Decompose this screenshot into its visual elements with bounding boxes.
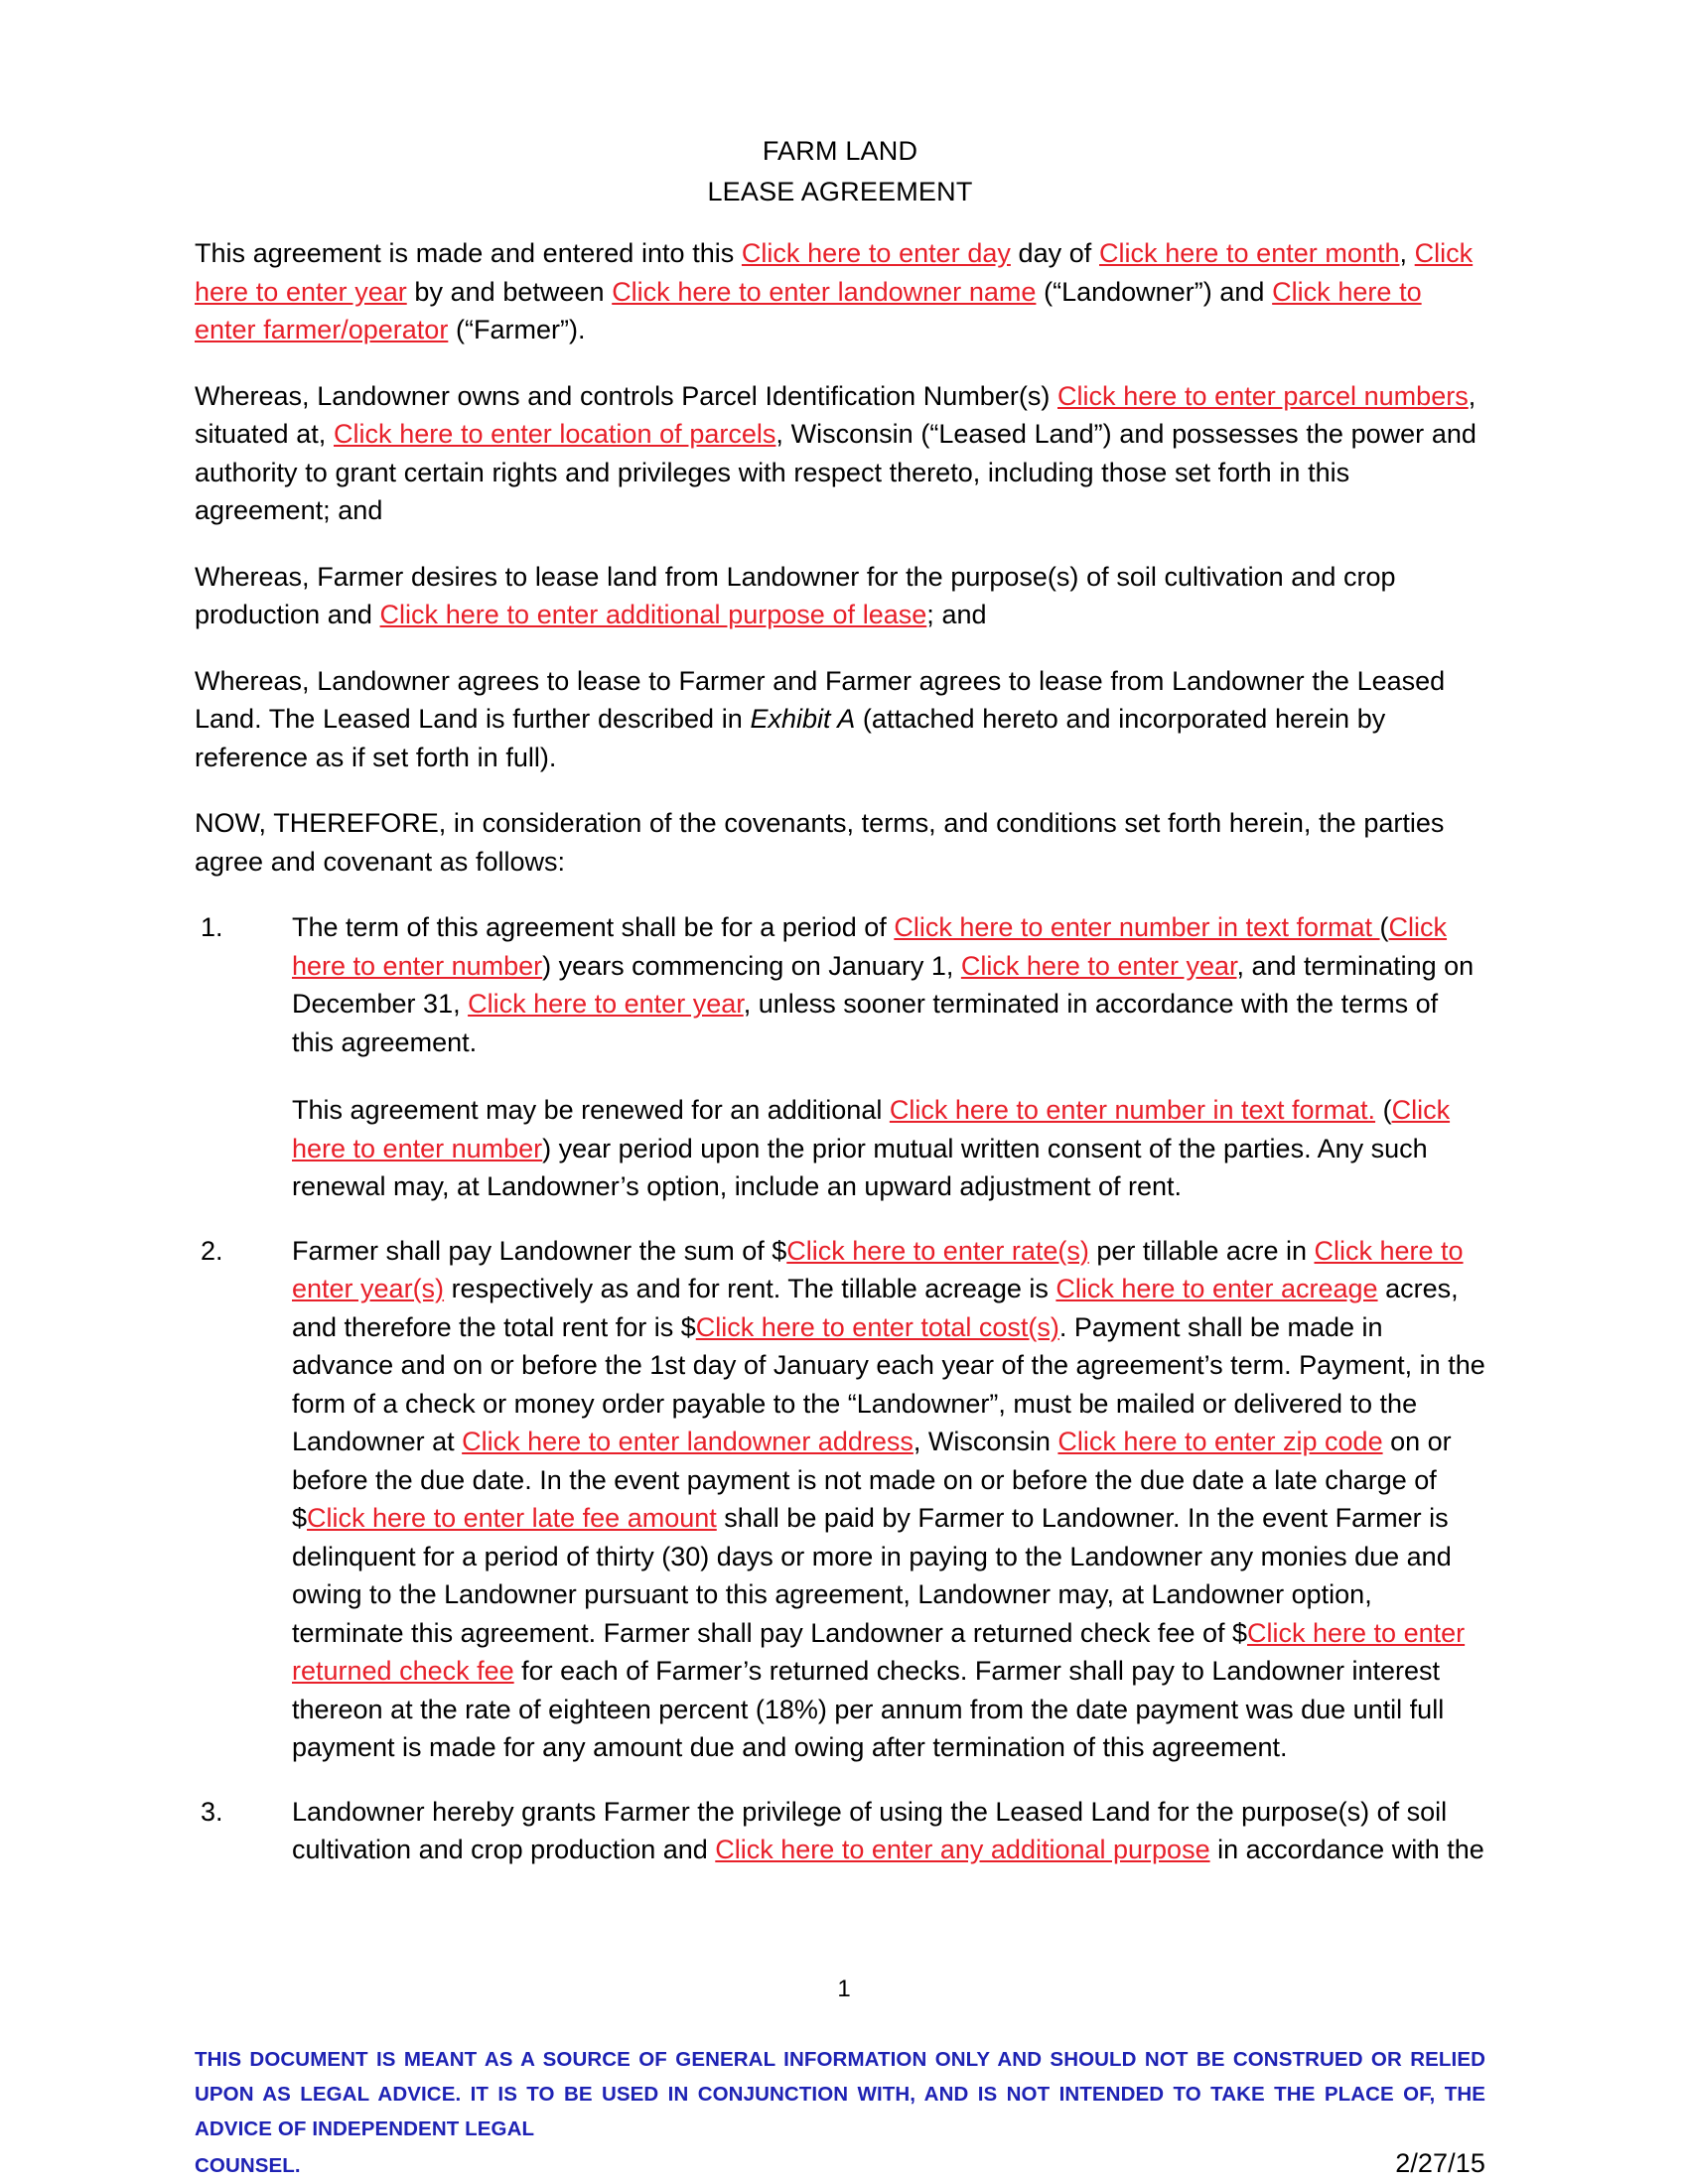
text-segment: , and terminating on December 31, (292, 950, 1475, 1019)
text-segment: , situated at, (195, 380, 1477, 449)
text-segment: ) years commencing on January 1, (542, 950, 961, 981)
clause-1-body (292, 908, 1485, 1206)
title-spacer (195, 212, 1485, 234)
text-segment: (“Landowner”) and (1036, 276, 1273, 307)
paragraph-agreement-intro (195, 234, 1485, 349)
field-renewal-number[interactable]: Click here to enter number (292, 1095, 1451, 1163)
title-line-1: FARM LAND (762, 136, 918, 166)
clause-2-paragraph-rent (292, 1232, 1485, 1767)
text-segment: NOW, THEREFORE, in consideration of the covenants, terms, and conditions set forth herein, the parties agree and covenant as follows: (195, 808, 1445, 877)
field-zip-code[interactable]: Click here to enter zip code (1057, 1427, 1383, 1456)
text-segment: (“Farmer”). (448, 315, 586, 344)
paragraph-whereas-purpose (195, 558, 1485, 634)
text-segment: Whereas, Farmer desires to lease land from Landowner for the purpose(s) of soil cultivation and crop production and (195, 561, 1396, 629)
page-number: 1 (837, 1976, 851, 2002)
text-segment: Whereas, Landowner owns and controls Parcel Identification Number(s) (195, 380, 1058, 411)
clause-3 (195, 1793, 1485, 1869)
clause-2-number: 2. (201, 1235, 223, 1266)
footer-last-line (195, 2146, 1485, 2183)
field-total-cost[interactable]: Click here to enter total cost(s) (695, 1311, 1059, 1342)
text-segment: , Wisconsin (“Leased Land”) and possesses the power and authority to grant certain rights and privileges with respect thereto, including those set forth in this agreement; and (195, 419, 1477, 525)
text-segment: , unless sooner terminated in accordance with the terms of this agreement. (292, 989, 1439, 1057)
text-segment: This agreement is made and entered into this (195, 238, 742, 268)
field-parcel-numbers[interactable]: Click here to enter parcel numbers (1057, 380, 1469, 411)
text-segment: The term of this agreement shall be for a period of (292, 912, 895, 942)
field-any-additional-purpose[interactable]: Click here to enter any additional purpose (715, 1835, 1210, 1864)
text-segment: ( (1379, 912, 1389, 942)
text-segment: respectively as and for rent. The tillable acreage is (444, 1274, 1056, 1303)
clause-3-paragraph-privilege (292, 1793, 1485, 1869)
text-segment: (attached hereto and incorporated herein by reference as if set forth in full). (195, 704, 1386, 772)
text-segment: for each of Farmer’s returned checks. Farmer shall pay to Landowner interest thereon at the rate of eighteen percent (18%) per annum from the date payment was due until full payment is made for any amount due and owing after termination of this agreement. (292, 1656, 1445, 1762)
paragraph-whereas-exhibit (195, 662, 1485, 777)
text-segment: This agreement may be renewed for an additional (292, 1095, 890, 1125)
field-location-of-parcels[interactable]: Click here to enter location of parcels (334, 419, 776, 449)
text-segment: per tillable acre in (1088, 1235, 1315, 1266)
text-segment: ( (1375, 1095, 1392, 1125)
page-footer (195, 2042, 1485, 2183)
field-acreage[interactable]: Click here to enter acreage (1055, 1274, 1378, 1303)
clause-1-number: 1. (201, 912, 223, 942)
text-segment: acres, and therefore the total rent for is $ (292, 1274, 1459, 1342)
document-body (195, 131, 1485, 1895)
field-month[interactable]: Click here to enter month (1099, 238, 1400, 268)
field-start-year[interactable]: Click here to enter year (960, 950, 1237, 981)
clause-3-body (292, 1793, 1485, 1869)
field-late-fee-amount[interactable]: Click here to enter late fee amount (307, 1503, 717, 1533)
field-landowner-name[interactable]: Click here to enter landowner name (612, 276, 1037, 307)
text-segment: in accordance with the (1209, 1835, 1484, 1864)
field-rate[interactable]: Click here to enter rate(s) (786, 1235, 1089, 1266)
field-day[interactable]: Click here to enter day (741, 238, 1011, 268)
text-segment: by and between (406, 276, 613, 307)
field-term-number[interactable]: Click here to enter number (292, 912, 1448, 981)
text-segment: day of (1010, 238, 1100, 268)
field-rent-years[interactable]: Click here to enter year(s) (292, 1235, 1464, 1303)
field-renewal-number-text[interactable]: Click here to enter number in text format. (889, 1095, 1376, 1125)
paragraph-whereas-parcels (195, 377, 1485, 530)
text-segment: , Wisconsin (913, 1427, 1058, 1456)
field-year[interactable]: Click here to enter year (195, 238, 1474, 307)
clause-3-number: 3. (201, 1796, 223, 1827)
text-segment: ) year period upon the prior mutual written consent of the parties. Any such renewal may, at Landowner’s option, include an upward adjustment of rent. (292, 1133, 1428, 1201)
footer-disclaimer-end: COUNSEL. (195, 2154, 301, 2177)
field-additional-purpose-of-lease[interactable]: Click here to enter additional purpose of lease (379, 600, 927, 629)
field-end-year[interactable]: Click here to enter year (468, 989, 744, 1019)
exhibit-a-reference: Exhibit A (750, 704, 856, 734)
text-segment: Farmer shall pay Landowner the sum of $ (292, 1235, 787, 1266)
field-landowner-address[interactable]: Click here to enter landowner address (462, 1427, 914, 1456)
clause-2 (195, 1232, 1485, 1767)
paragraph-now-therefore (195, 804, 1485, 881)
footer-date: 2/27/15 (1395, 2148, 1485, 2178)
title-line-2: LEASE AGREEMENT (707, 177, 973, 206)
footer-disclaimer: THIS DOCUMENT IS MEANT AS A SOURCE OF GENERAL INFORMATION ONLY AND SHOULD NOT BE CONSTRUED OR RELIED UPON AS LEGAL ADVICE. IT IS TO BE USED IN CONJUNCTION WITH, AND IS NOT INTENDED TO TAKE THE PLACE OF, THE ADVICE OF INDEPENDENT LEGAL (195, 2048, 1485, 2140)
clause-2-body (292, 1232, 1485, 1767)
clause-1 (195, 908, 1485, 1206)
text-segment: on or before the due date. In the event payment is not made on or before the due date a late charge of $ (292, 1427, 1452, 1533)
text-segment: shall be paid by Farmer to Landowner. In the event Farmer is delinquent for a period of thirty (30) days or more in paying to the Landowner any monies due and owing to the Landowner pursuant to this agreement, Landowner may, at Landowner option, terminate this agreement. Farmer shall pay Landowner a returned check fee of $ (292, 1503, 1452, 1648)
field-returned-check-fee[interactable]: Click here to enter returned check fee (292, 1617, 1466, 1686)
text-segment: ; and (926, 600, 987, 629)
text-segment: Landowner hereby grants Farmer the privilege of using the Leased Land for the purpose(s) of soil cultivation and crop production and (292, 1796, 1448, 1864)
field-term-number-text[interactable]: Click here to enter number in text format (894, 912, 1380, 942)
text-segment: Whereas, Landowner agrees to lease to Farmer and Farmer agrees to lease from Landowner the Leased Land. The Leased Land is further described in (195, 665, 1446, 734)
field-farmer-operator[interactable]: Click here to enter farmer/operator (195, 276, 1422, 344)
clause-1-paragraph-term (292, 908, 1485, 1061)
text-segment: . Payment shall be made in advance and on or before the 1st day of January each year of the agreement’s term. Payment, in the form of a check or money order payable to the “Landowner”, must be mailed or delivered to the Landowner at (292, 1311, 1485, 1456)
document-title (195, 131, 1485, 212)
clause-1-paragraph-renewal (292, 1091, 1485, 1206)
text-segment: , (1399, 238, 1415, 268)
